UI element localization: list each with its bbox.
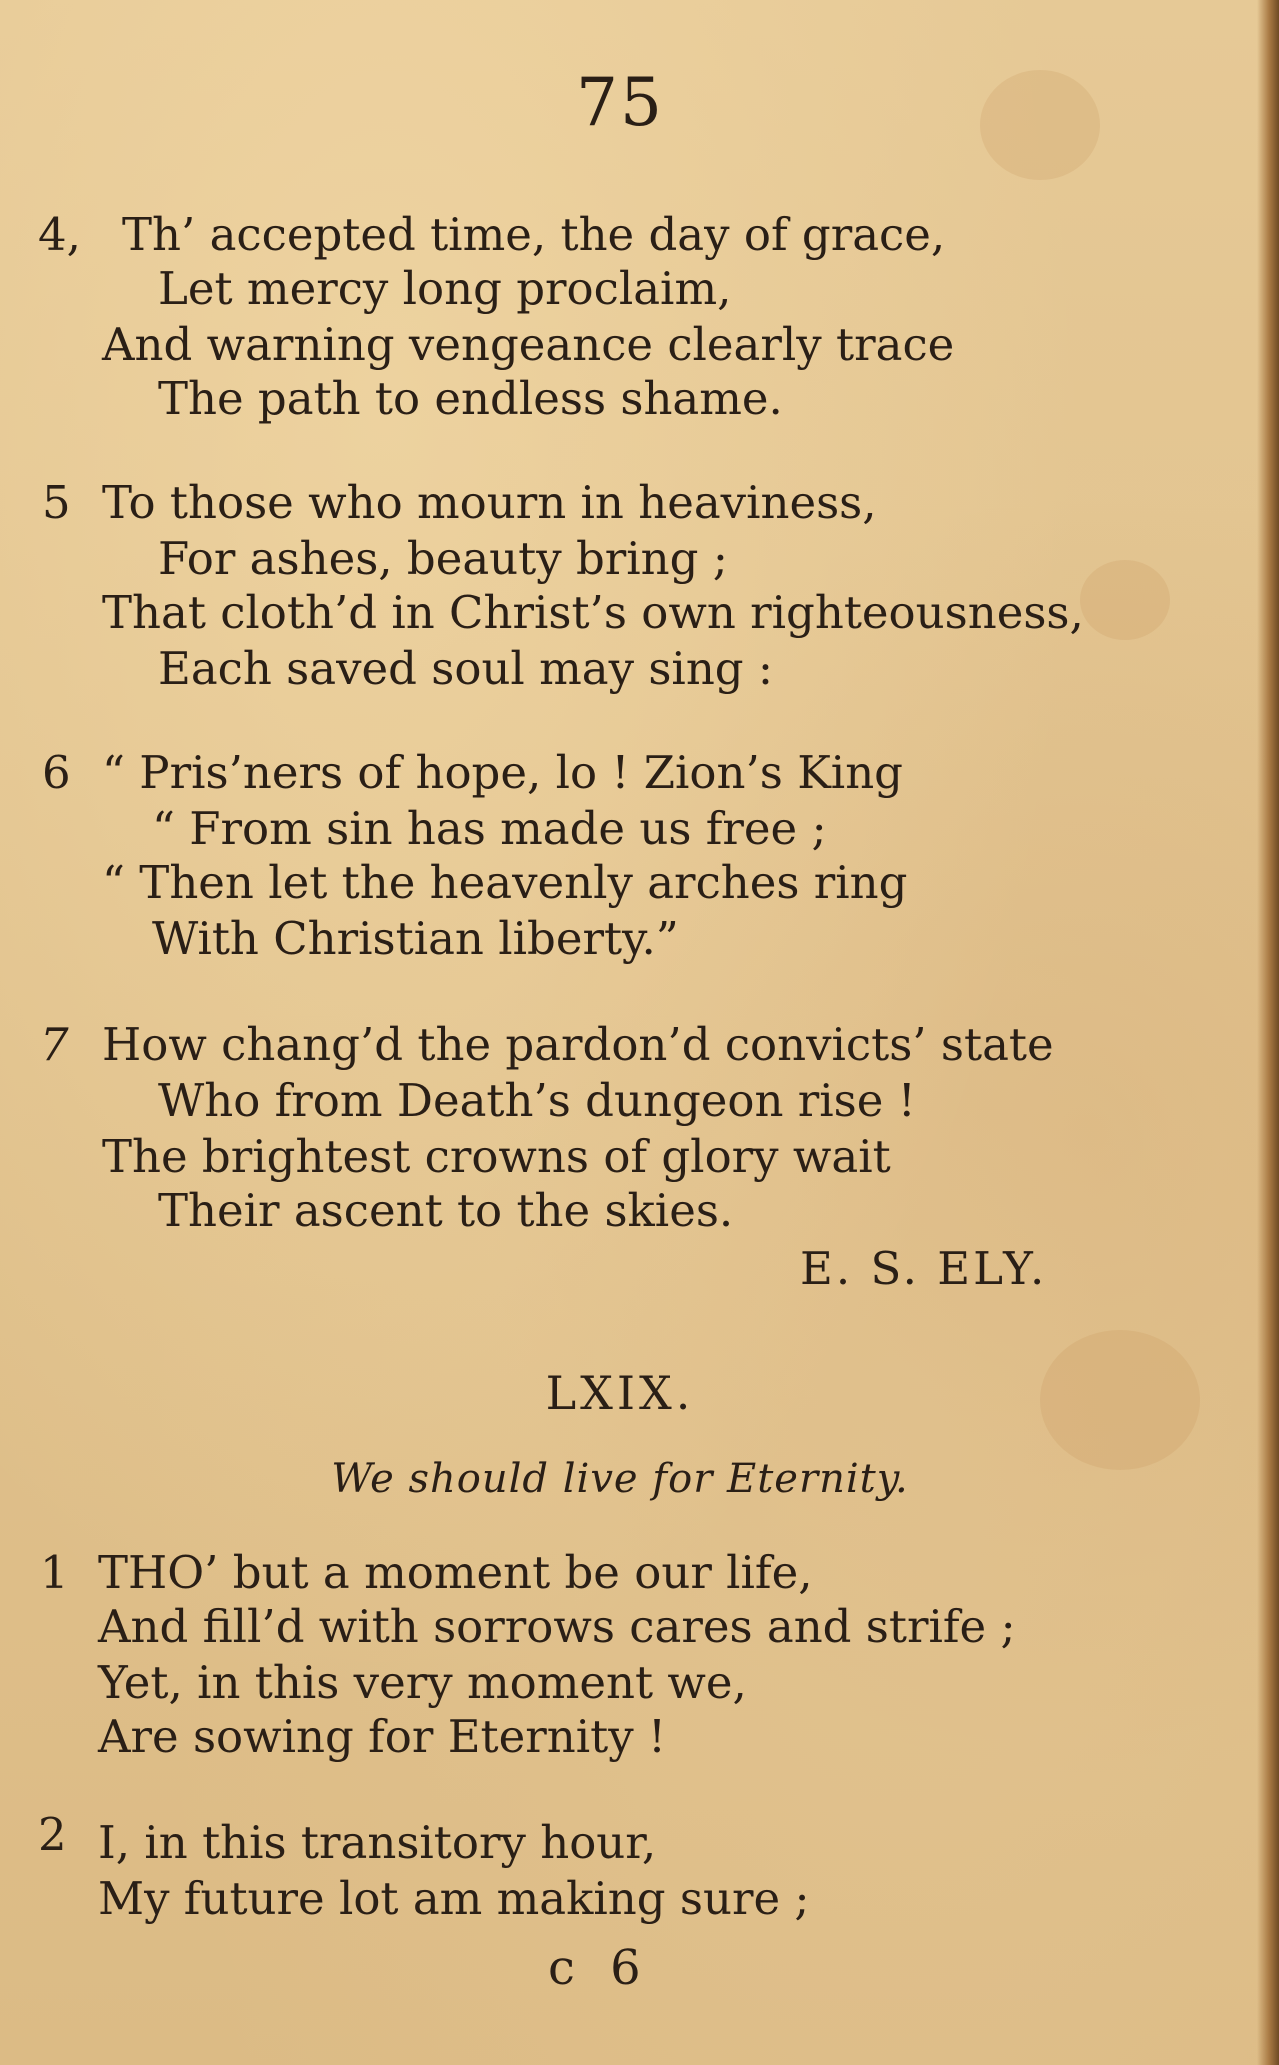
paper-stain — [1080, 560, 1170, 640]
verse-line: That cloth’d in Christ’s own righteousness, — [102, 586, 1084, 639]
author-attribution: E. S. ELY. — [800, 1242, 1048, 1295]
verse-line: Yet, in this very moment we, — [98, 1656, 747, 1709]
verse-line: Their ascent to the skies. — [158, 1184, 734, 1237]
verse-line: Who from Death’s dungeon rise ! — [158, 1074, 916, 1127]
signature-mark: c 6 — [548, 1940, 651, 1996]
stanza-number: 1 — [40, 1546, 69, 1599]
hymn-title: We should live for Eternity. — [331, 1456, 909, 1502]
verse-line: “ Then let the heavenly arches ring — [102, 856, 908, 909]
stanza-number: 2 — [38, 1808, 67, 1861]
verse-line: “ From sin has made us free ; — [152, 802, 827, 855]
verse-line: Each saved soul may sing : — [158, 642, 774, 695]
verse-line: My future lot am making sure ; — [98, 1872, 810, 1925]
verse-line: Th’ accepted time, the day of grace, — [122, 208, 946, 261]
verse-line: To those who mourn in heaviness, — [102, 476, 877, 529]
verse-line: How chang’d the pardon’d convicts’ state — [102, 1018, 1054, 1071]
stanza-number: 6 — [42, 746, 71, 799]
stanza-number: 5 — [42, 476, 71, 529]
verse-line: The path to endless shame. — [158, 372, 783, 425]
verse-line: And warning vengeance clearly trace — [102, 318, 955, 371]
verse-line: With Christian liberty.” — [152, 912, 679, 965]
stanza-number: 7 — [40, 1018, 69, 1071]
hymn-number: LXIX. — [545, 1366, 695, 1420]
stanza-number: 4, — [38, 208, 81, 261]
verse-line: For ashes, beauty bring ; — [158, 532, 728, 585]
verse-line: Are sowing for Eternity ! — [98, 1710, 667, 1763]
page-edge — [1257, 0, 1279, 2065]
verse-line: Let mercy long proclaim, — [158, 262, 732, 315]
verse-line: “ Pris’ners of hope, lo ! Zion’s King — [102, 746, 903, 799]
verse-line: I, in this transitory hour, — [98, 1816, 657, 1869]
verse-line: And fill’d with sorrows cares and strife ; — [98, 1600, 1016, 1653]
page-number: 75 — [576, 64, 664, 141]
verse-line: THO’ but a moment be our life, — [98, 1546, 813, 1599]
verse-line: The brightest crowns of glory wait — [102, 1130, 891, 1183]
